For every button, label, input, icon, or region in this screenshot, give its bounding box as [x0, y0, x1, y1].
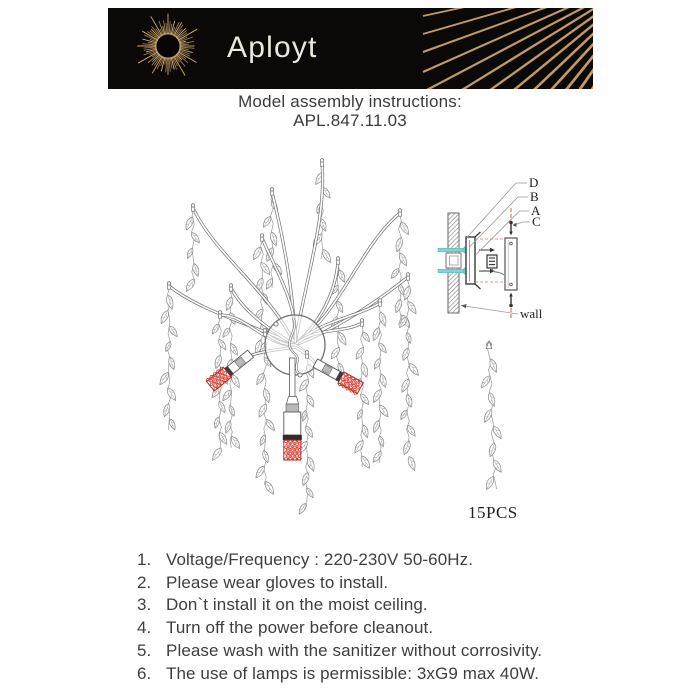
- instruction-item: 3. Don`t install it on the moist ceiling.: [137, 595, 428, 615]
- crystal-leaf-strand-drawing: [455, 335, 545, 510]
- leader-b: [470, 197, 529, 247]
- model-number: APL.847.11.03: [293, 111, 407, 130]
- instruction-list: [137, 549, 542, 685]
- push-arrow-top: [479, 248, 495, 252]
- instruction-item: 4. Turn off the power before cleanout.: [137, 618, 434, 638]
- terminal-block: [487, 255, 497, 268]
- leader-c-arrow: [513, 223, 517, 227]
- mounting-screw-bottom: [438, 268, 470, 275]
- wall-label: wall: [520, 306, 543, 321]
- leader-d: [467, 183, 528, 238]
- part-label-c: C: [532, 214, 541, 229]
- page-title: [0, 92, 700, 130]
- brand-name: Aployt: [227, 31, 318, 64]
- strand-count-label: 15PCS: [468, 503, 518, 522]
- screw-top: [509, 221, 513, 236]
- part-label-a: A: [531, 203, 541, 218]
- wall-mount-diagram: [430, 158, 600, 348]
- instruction-item: 5. Please wash with the sanitizer without corrosivity.: [137, 640, 543, 660]
- fixture-backplate: [505, 238, 517, 290]
- wall-leader-arrow: [461, 304, 467, 308]
- screw-bottom: [509, 293, 513, 308]
- wire: [492, 268, 504, 275]
- junction-box: [446, 253, 461, 268]
- brand-banner: [108, 8, 593, 89]
- mounting-screw-top: [438, 247, 470, 254]
- instruction-item: 6. The use of lamps is permissible: 3xG9 max 40W.: [137, 663, 540, 683]
- chandelier-assembly-drawing: [120, 148, 440, 540]
- instruction-item: 2. Please wear gloves to install.: [137, 572, 389, 592]
- starburst-logo-icon: [108, 8, 593, 89]
- wall-bracket: [466, 232, 481, 289]
- title-line: Model assembly instructions:: [238, 92, 462, 111]
- part-label-d: D: [529, 175, 539, 190]
- part-label-b: B: [530, 189, 539, 204]
- instruction-item: 1. Voltage/Frequency : 220-230V 50-60Hz.: [137, 550, 474, 569]
- wall-leader: [461, 306, 518, 315]
